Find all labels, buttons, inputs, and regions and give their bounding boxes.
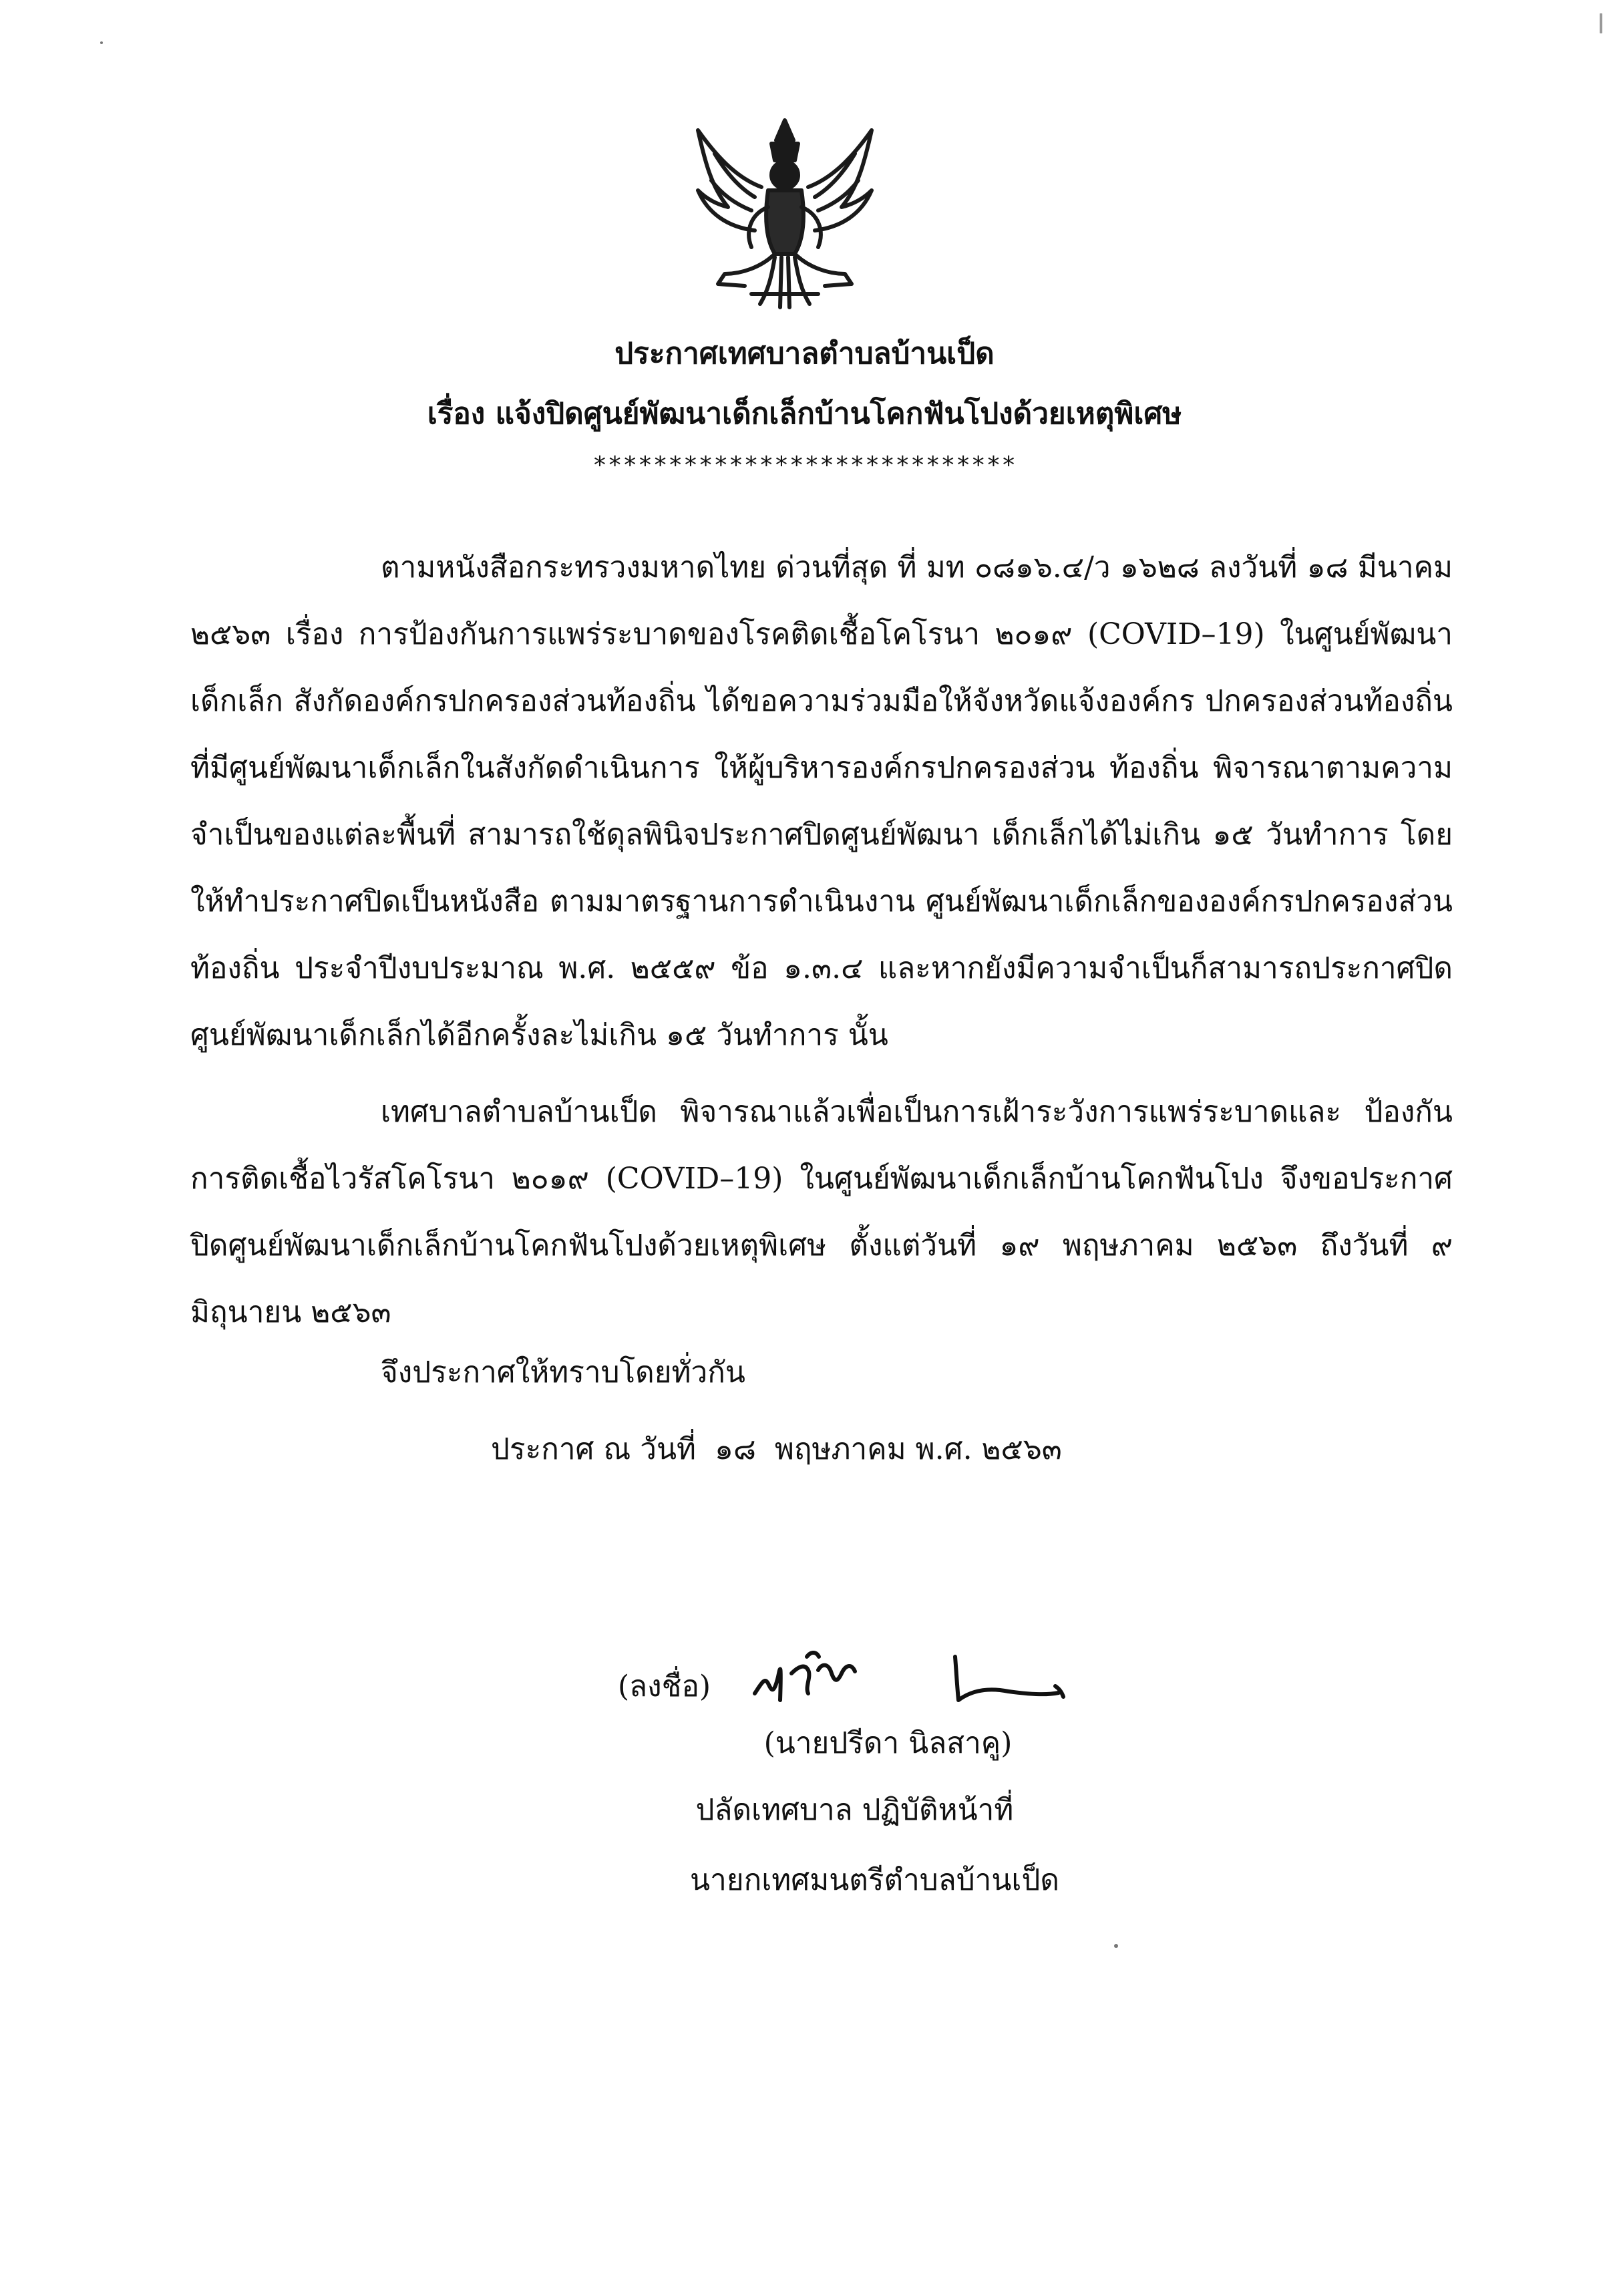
handwritten-signature bbox=[741, 1637, 1075, 1717]
paragraph-text: เทศบาลตำบลบ้านเป็ด พิจารณาแล้วเพื่อเป็นการเฝ้าระวังการแพร่ระบาดและ ป้องกันการติดเชื้อไวรัสโคโรนา ๒๐๑๙ (COVID–19) ในศูนย์พัฒนาเด็กเล็กบ้านโคกฟันโปง จึงขอประกาศปิดศูนย์พัฒนาเด็กเล็กบ้านโคกฟันโปงด้วยเหตุพิเศษ ตั้งแต่วันที่ ๑๙ พฤษภาคม ๒๕๖๓ ถึงวันที่ ๙ มิถุนายน ๒๕๖๓ bbox=[190, 1095, 1453, 1329]
body-paragraph-1 bbox=[190, 534, 1453, 1069]
speck bbox=[1114, 1944, 1118, 1948]
signer-position: นายกเทศมนตรีตำบลบ้านเป็ด bbox=[690, 1863, 1059, 1897]
garuda-emblem-icon bbox=[688, 114, 882, 314]
paragraph-text: ตามหนังสือกระทรวงมหาดไทย ด่วนที่สุด ที่ มท ๐๘๑๖.๔/ว ๑๖๒๘ ลงวันที่ ๑๘ มีนาคม ๒๕๖๓ เรื่อง การป้องกันการแพร่ระบาดของโรคติดเชื้อโคโรนา ๒๐๑๙ (COVID–19) ในศูนย์พัฒนาเด็กเล็ก สังกัดองค์กรปกครองส่วนท้องถิ่น ได้ขอความร่วมมือให้จังหวัดแจ้งองค์กร ปกครองส่วนท้องถิ่น ที่มีศูนย์พัฒนาเด็กเล็กในสังกัดดำเนินการ ให้ผู้บริหารองค์กรปกครองส่วน ท้องถิ่น พิจารณาตามความจำเป็นของแต่ละพื้นที่ สามารถใช้ดุลพินิจประกาศปิดศูนย์พัฒนา เด็กเล็กได้ไม่เกิน ๑๕ วันทำการ โดยให้ทำประกาศปิดเป็นหนังสือ ตามมาตรฐานการดำเนินงาน ศูนย์พัฒนาเด็กเล็กขององค์กรปกครองส่วนท้องถิ่น ประจำปีงบประมาณ พ.ศ. ๒๕๕๙ ข้อ ๑.๓.๔ และหากยังมีความจำเป็นก็สามารถประกาศปิดศูนย์พัฒนาเด็กเล็กได้อีกครั้งละไม่เกิน ๑๕ วันทำการ นั้น bbox=[190, 550, 1453, 1052]
signer-name: (นายปรีดา นิลสาคู) bbox=[763, 1726, 1013, 1760]
speck bbox=[1600, 13, 1602, 33]
speck bbox=[100, 41, 103, 44]
document-subject: เรื่อง แจ้งปิดศูนย์พัฒนาเด็กเล็กบ้านโคกฟันโปงด้วยเหตุพิเศษ bbox=[427, 397, 1182, 431]
document-title: ประกาศเทศบาลตำบลบ้านเป็ด bbox=[614, 337, 995, 371]
signer-position: ปลัดเทศบาล ปฏิบัติหน้าที่ bbox=[695, 1793, 1014, 1827]
announcement-date: ประกาศ ณ วันที่ ๑๘ พฤษภาคม พ.ศ. ๒๕๖๓ bbox=[491, 1432, 1062, 1466]
closing-statement: จึงประกาศให้ทราบโดยทั่วกัน bbox=[381, 1355, 745, 1389]
sign-label: (ลงชื่อ) bbox=[618, 1669, 711, 1703]
separator-line: **************************** bbox=[592, 452, 1017, 479]
body-paragraph-2 bbox=[190, 1079, 1453, 1346]
